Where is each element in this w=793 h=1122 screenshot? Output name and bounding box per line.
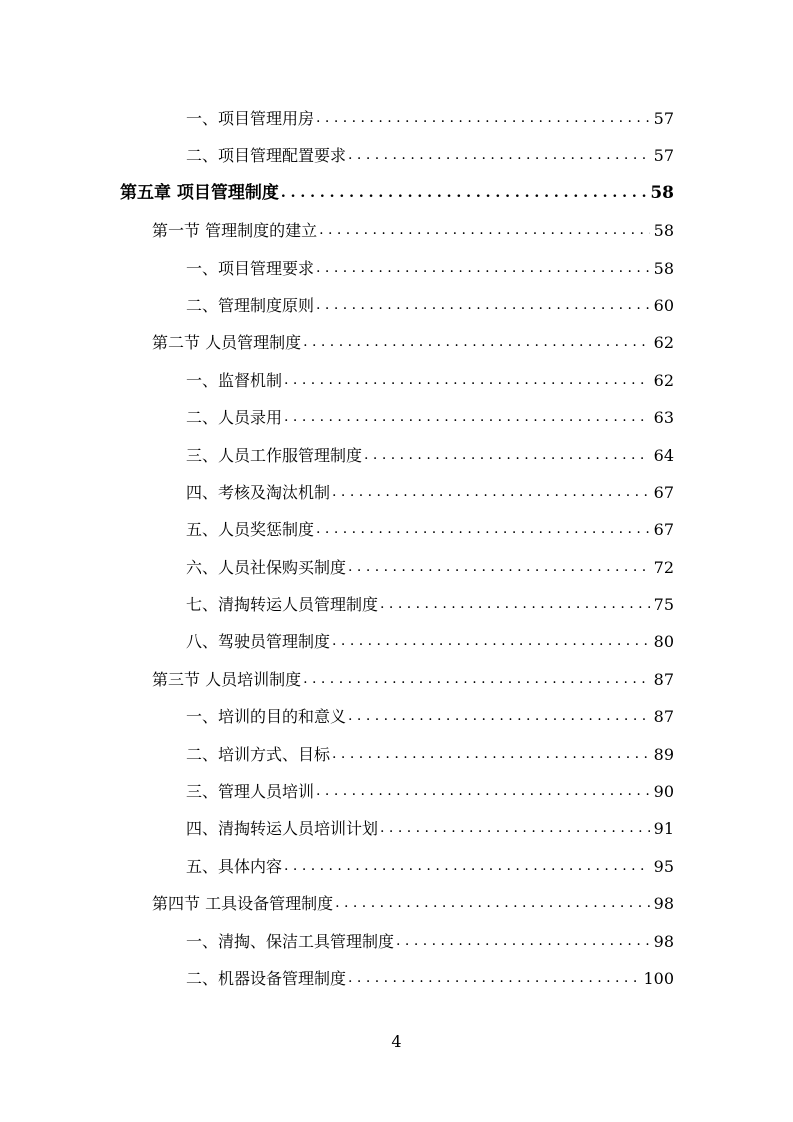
toc-dot-leader	[284, 848, 650, 885]
toc-entry-page-number: 62	[653, 370, 674, 390]
toc-dot-leader	[335, 885, 650, 922]
toc-entry-title: 第三节 人员培训制度	[152, 669, 302, 689]
page-number: 4	[391, 1032, 402, 1051]
toc-entry-item[interactable]	[0, 960, 793, 997]
toc-entry-item[interactable]	[0, 848, 793, 885]
toc-entry-item[interactable]	[0, 923, 793, 960]
toc-entry-title: 五、人员奖惩制度	[186, 520, 315, 540]
toc-entry-page-number: 90	[653, 782, 674, 802]
toc-entry-section[interactable]	[0, 661, 793, 698]
toc-entry-section[interactable]	[0, 885, 793, 922]
toc-entry-title: 一、项目管理用房	[186, 109, 315, 128]
toc-dot-leader	[284, 399, 650, 436]
toc-entry-item[interactable]	[0, 100, 793, 137]
toc-entry-section[interactable]	[0, 324, 793, 361]
toc-entry-item[interactable]	[0, 549, 793, 586]
toc-entry-page-number: 87	[653, 669, 674, 689]
toc-entry-title: 三、人员工作服管理制度	[186, 445, 363, 465]
toc-dot-leader	[332, 623, 650, 660]
toc-entry-page-number: 60	[653, 295, 674, 315]
toc-entry-page-number: 57	[653, 109, 674, 128]
toc-entry-title: 三、管理人员培训	[186, 782, 315, 802]
toc-entry-page-number: 98	[653, 931, 674, 951]
toc-entry-title: 四、清掏转运人员培训计划	[186, 819, 379, 839]
toc-entry-title: 四、考核及淘汰机制	[186, 482, 331, 502]
toc-entry-title: 一、培训的目的和意义	[186, 707, 347, 727]
toc-entry-title: 二、人员录用	[186, 408, 283, 428]
toc-entry-section[interactable]	[0, 212, 793, 249]
toc-entry-page-number: 98	[653, 894, 674, 914]
toc-entry-page-number: 91	[653, 819, 674, 839]
toc-entry-title: 一、清掏、保洁工具管理制度	[186, 931, 395, 951]
toc-dot-leader	[332, 474, 650, 511]
toc-entry-page-number: 67	[653, 520, 674, 540]
toc-entry-item[interactable]	[0, 586, 793, 623]
toc-entry-title: 第五章 项目管理制度	[120, 182, 279, 203]
toc-entry-page-number: 72	[653, 557, 674, 577]
toc-entry-page-number: 100	[643, 968, 674, 988]
toc-entry-item[interactable]	[0, 362, 793, 399]
toc-dot-leader	[303, 661, 650, 698]
toc-entry-item[interactable]	[0, 698, 793, 735]
toc-entry-page-number: 63	[653, 408, 674, 428]
toc-entry-item[interactable]	[0, 773, 793, 810]
toc-entry-item[interactable]	[0, 287, 793, 324]
toc-dot-leader	[348, 960, 639, 997]
toc-entry-page-number: 58	[653, 221, 674, 241]
toc-entry-item[interactable]	[0, 736, 793, 773]
toc-entry-item[interactable]	[0, 810, 793, 847]
toc-dot-leader	[316, 250, 650, 287]
toc-entry-title: 第二节 人员管理制度	[152, 333, 302, 353]
toc-dot-leader	[316, 773, 650, 810]
toc-entry-chapter[interactable]	[0, 175, 793, 212]
toc-dot-leader	[284, 362, 650, 399]
toc-entry-item[interactable]	[0, 399, 793, 436]
toc-entry-title: 六、人员社保购买制度	[186, 557, 347, 577]
toc-dot-leader	[319, 212, 650, 249]
toc-dot-leader	[303, 324, 650, 361]
toc-dot-leader	[396, 923, 650, 960]
toc-dot-leader	[281, 175, 646, 212]
toc-entry-title: 二、管理制度原则	[186, 295, 315, 315]
toc-dot-leader	[332, 736, 650, 773]
toc-entry-page-number: 80	[653, 632, 674, 652]
toc-entry-page-number: 62	[653, 333, 674, 353]
toc-entry-title: 二、项目管理配置要求	[186, 146, 347, 166]
toc-entry-item[interactable]	[0, 137, 793, 174]
toc-entry-title: 第一节 管理制度的建立	[152, 221, 318, 241]
toc-entry-item[interactable]	[0, 474, 793, 511]
toc-entry-page-number: 58	[653, 258, 674, 278]
toc-entry-title: 一、项目管理要求	[186, 258, 315, 278]
toc-dot-leader	[348, 549, 650, 586]
toc-entry-title: 第四节 工具设备管理制度	[152, 894, 334, 914]
toc-entry-page-number: 57	[653, 146, 674, 166]
toc-dot-leader	[348, 698, 650, 735]
toc-dot-leader	[316, 100, 650, 137]
toc-entry-page-number: 75	[653, 595, 674, 615]
toc-dot-leader	[364, 437, 650, 474]
toc-entry-title: 一、监督机制	[186, 370, 283, 390]
toc-entry-title: 八、驾驶员管理制度	[186, 632, 331, 652]
toc-entry-page-number: 64	[653, 445, 674, 465]
toc-dot-leader	[380, 586, 650, 623]
toc-entry-page-number: 87	[653, 707, 674, 727]
toc-entry-title: 二、机器设备管理制度	[186, 968, 347, 988]
toc-entry-page-number: 89	[653, 744, 674, 764]
toc-entry-title: 五、具体内容	[186, 856, 283, 876]
toc-entry-item[interactable]	[0, 250, 793, 287]
toc-dot-leader	[348, 137, 650, 174]
toc-dot-leader	[316, 511, 650, 548]
toc-entry-title: 二、培训方式、目标	[186, 744, 331, 764]
toc-entry-page-number: 95	[653, 856, 674, 876]
table-of-contents	[0, 100, 793, 997]
toc-entry-title: 七、清掏转运人员管理制度	[186, 595, 379, 615]
toc-entry-page-number: 58	[650, 182, 674, 203]
toc-entry-item[interactable]	[0, 511, 793, 548]
toc-dot-leader	[380, 810, 650, 847]
toc-dot-leader	[316, 287, 650, 324]
toc-entry-item[interactable]	[0, 623, 793, 660]
toc-entry-item[interactable]	[0, 437, 793, 474]
toc-entry-page-number: 67	[653, 482, 674, 502]
